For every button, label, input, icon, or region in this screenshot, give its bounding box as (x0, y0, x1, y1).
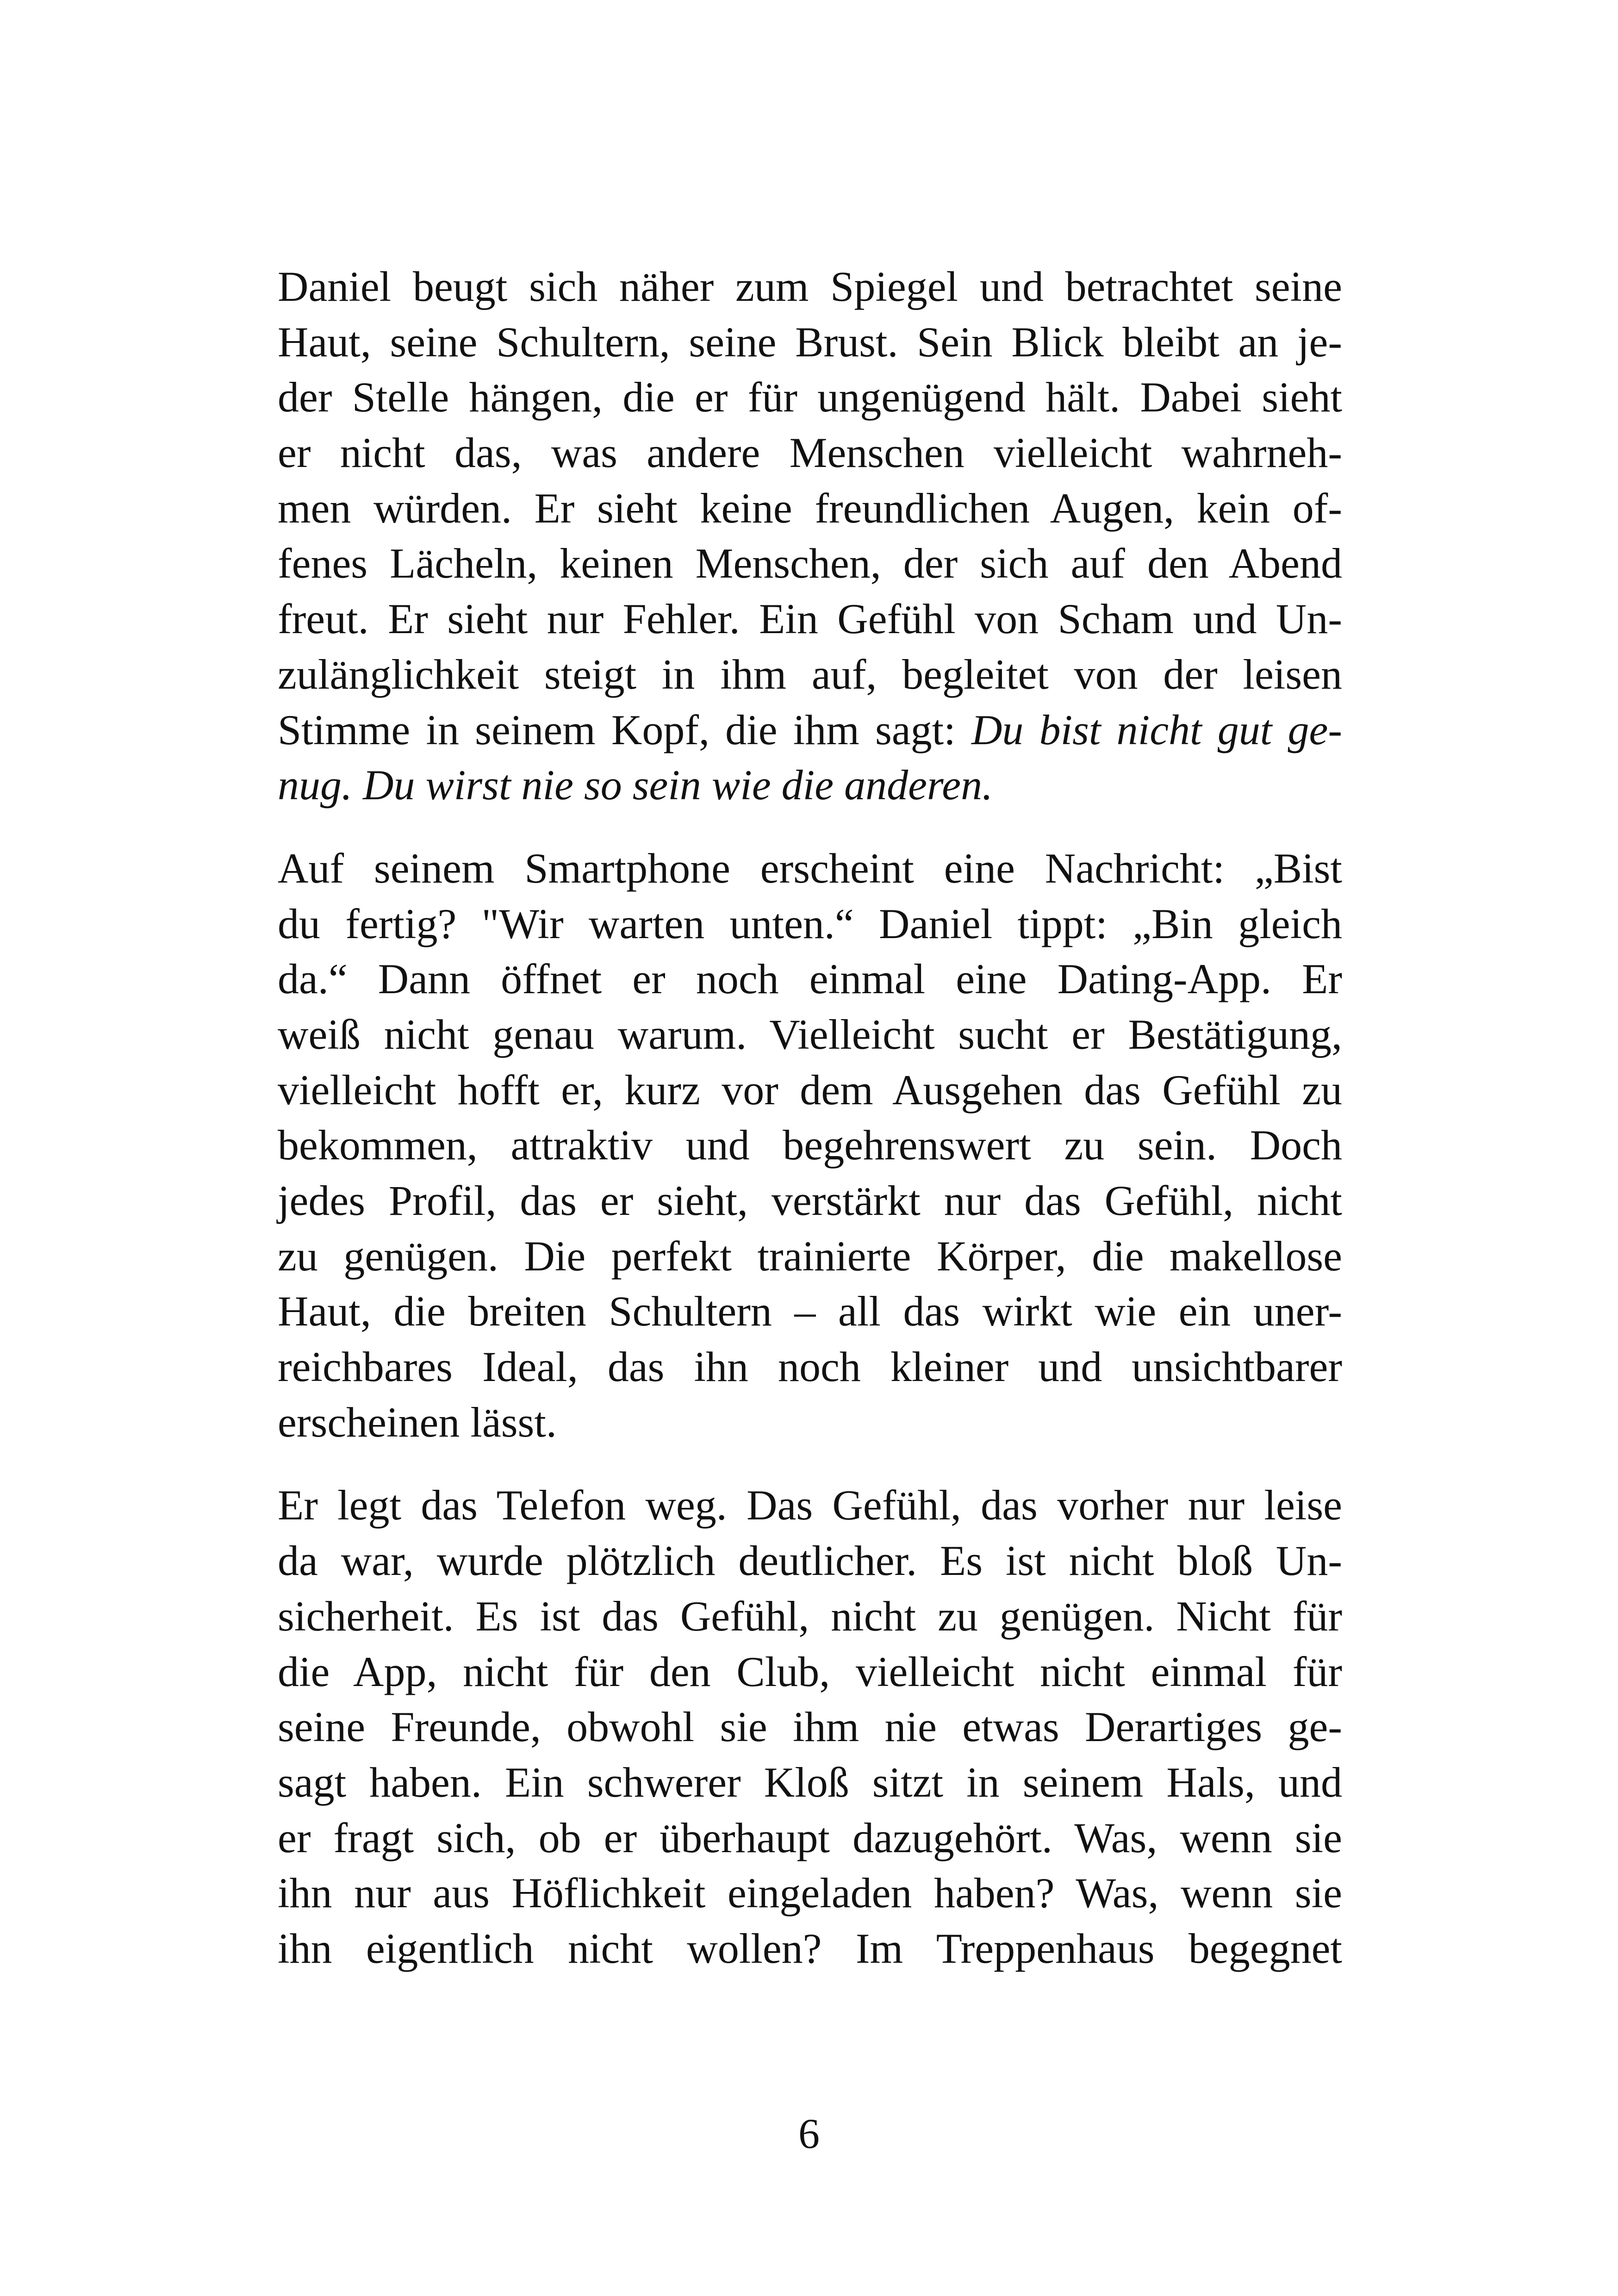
text-line (278, 1811, 1342, 1866)
text-line (278, 758, 1342, 813)
text-run: Haut, seine Schultern, seine Brust. Sein Blick bleibt an je- (278, 318, 1342, 366)
text-run: Stimme in seinem Kopf, die ihm sagt: (278, 706, 971, 753)
text-run: seine Freunde, obwohl sie ihm nie etwas Derartiges ge- (278, 1703, 1342, 1751)
text-run: sicherheit. Es ist das Gefühl, nicht zu genügen. Nicht für (278, 1592, 1342, 1640)
text-line (278, 1755, 1342, 1811)
text-line (278, 425, 1342, 481)
text-run: fenes Lächeln, keinen Menschen, der sich auf den Abend (278, 540, 1342, 587)
text-line (278, 896, 1342, 952)
text-line (278, 1699, 1342, 1755)
text-run: zu genügen. Die perfekt trainierte Körper, die makellose (278, 1232, 1342, 1280)
text-run: Daniel beugt sich näher zum Spiegel und betrachtet seine (278, 263, 1342, 310)
text-run: zulänglichkeit steigt in ihm auf, begleitet von der leisen (278, 650, 1342, 698)
text-line (278, 315, 1342, 370)
text-line (278, 1339, 1342, 1395)
text-run: er fragt sich, ob er überhaupt dazugehört. Was, wenn sie (278, 1814, 1342, 1861)
text-line (278, 1921, 1342, 1977)
text-run: sagt haben. Ein schwerer Kloß sitzt in seinem Hals, und (278, 1758, 1342, 1806)
text-line (278, 1229, 1342, 1284)
text-line (278, 1589, 1342, 1644)
text-run: er nicht das, was andere Menschen vielleicht wahrneh- (278, 429, 1342, 477)
text-line (278, 1118, 1342, 1173)
text-line (278, 1284, 1342, 1339)
page-number: 6 (798, 2110, 820, 2157)
text-line (278, 647, 1342, 703)
text-run: die App, nicht für den Club, vielleicht nicht einmal für (278, 1648, 1342, 1695)
text-run: freut. Er sieht nur Fehler. Ein Gefühl von Scham und Un- (278, 595, 1342, 643)
italic-text: Du bist nicht gut ge- (971, 706, 1342, 753)
body-text (278, 259, 1342, 2004)
text-line (278, 259, 1342, 315)
text-line (278, 1533, 1342, 1589)
text-line (278, 1395, 1342, 1450)
text-run: ihn eigentlich nicht wollen? Im Treppenhaus begegnet (278, 1924, 1342, 1972)
text-line (278, 1644, 1342, 1700)
text-line (278, 952, 1342, 1007)
text-line (278, 536, 1342, 591)
text-run: weiß nicht genau warum. Vielleicht sucht er Bestätigung, (278, 1010, 1342, 1058)
paragraph (278, 259, 1342, 813)
text-line (278, 591, 1342, 647)
text-run: Er legt das Telefon weg. Das Gefühl, das vorher nur leise (278, 1481, 1342, 1529)
text-run: der Stelle hängen, die er für ungenügend hält. Dabei sieht (278, 373, 1342, 421)
text-line (278, 1866, 1342, 1921)
text-line (278, 841, 1342, 896)
text-run: bekommen, attraktiv und begehrenswert zu sein. Doch (278, 1121, 1342, 1169)
text-line (278, 703, 1342, 758)
text-run: Haut, die breiten Schultern – all das wirkt wie ein uner- (278, 1288, 1342, 1335)
text-run: ihn nur aus Höflichkeit eingeladen haben? Was, wenn sie (278, 1869, 1342, 1917)
text-run: jedes Profil, das er sieht, verstärkt nur das Gefühl, nicht (278, 1177, 1342, 1224)
text-run: da war, wurde plötzlich deutlicher. Es ist nicht bloß Un- (278, 1537, 1342, 1585)
paragraph (278, 841, 1342, 1450)
text-line (278, 1478, 1342, 1533)
text-line (278, 481, 1342, 536)
text-run: vielleicht hofft er, kurz vor dem Ausgehen das Gefühl zu (278, 1066, 1342, 1114)
paragraph (278, 1478, 1342, 1976)
text-run: men würden. Er sieht keine freundlichen Augen, kein of- (278, 484, 1342, 532)
text-run: Auf seinem Smartphone erscheint eine Nachricht: „Bist (278, 844, 1342, 892)
text-run: du fertig? "Wir warten unten.“ Daniel tippt: „Bin gleich (278, 900, 1342, 947)
text-line (278, 1063, 1342, 1118)
text-line (278, 1007, 1342, 1063)
text-run: da.“ Dann öffnet er noch einmal eine Dating-App. Er (278, 955, 1342, 1003)
text-line (278, 1173, 1342, 1229)
text-run: erscheinen lässt. (278, 1398, 557, 1446)
text-line (278, 370, 1342, 425)
text-run: reichbares Ideal, das ihn noch kleiner und unsichtbarer (278, 1343, 1342, 1391)
italic-text: nug. Du wirst nie so sein wie die anderen. (278, 761, 993, 809)
